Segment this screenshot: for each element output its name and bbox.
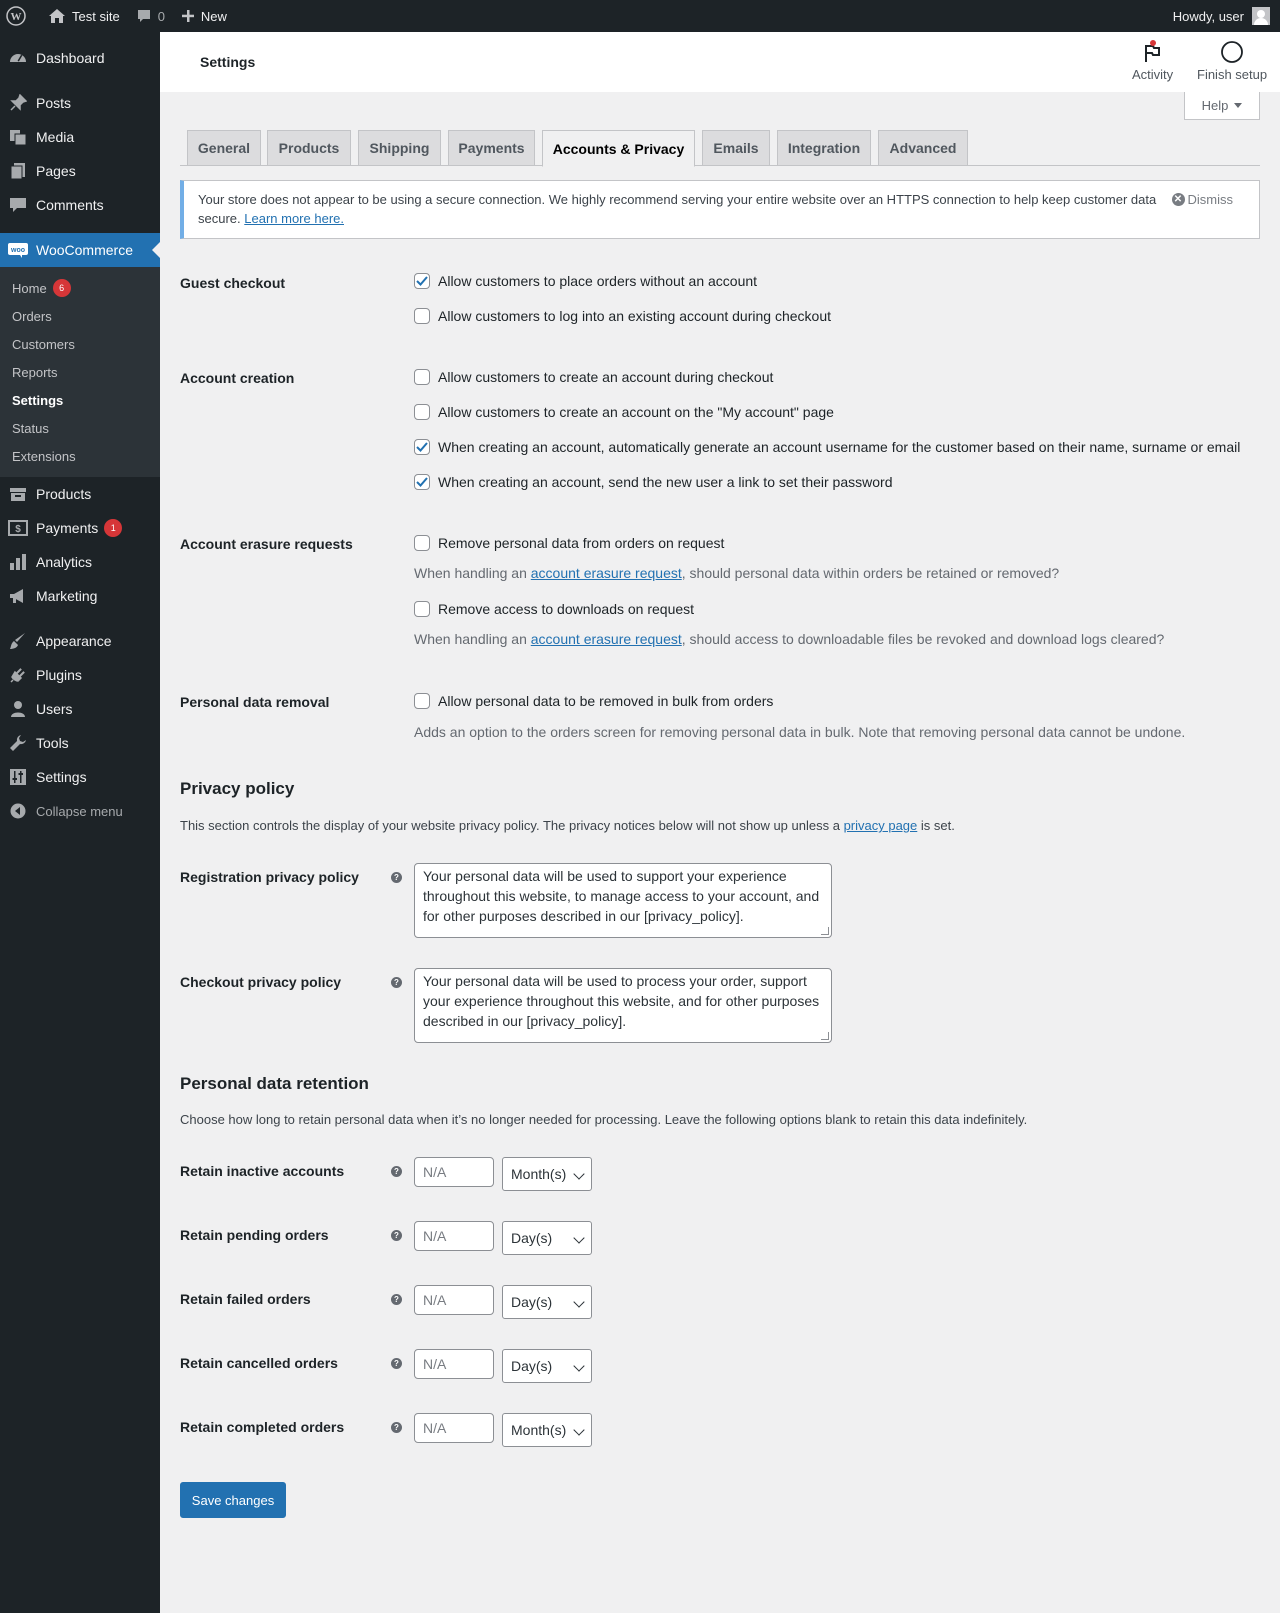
privacy-page-link[interactable]: privacy page — [843, 818, 918, 833]
menu-label: Comments — [36, 197, 104, 213]
caret-down-icon — [1234, 103, 1242, 108]
tab-advanced[interactable] — [878, 130, 968, 166]
finish-setup-button[interactable] — [1197, 40, 1267, 82]
account-creation-option-3[interactable] — [414, 439, 1240, 455]
menu-label: Appearance — [36, 633, 112, 649]
home-badge: 6 — [53, 279, 71, 297]
menu-marketing[interactable] — [0, 579, 160, 613]
submenu-label: Orders — [12, 308, 52, 324]
removal-description: Adds an option to the orders screen for removing personal data in bulk. Note that removing personal data cannot be undone. — [414, 724, 1186, 740]
checkbox[interactable] — [414, 404, 430, 420]
help-tip-icon[interactable]: ? — [391, 1230, 402, 1241]
checkbox[interactable] — [414, 601, 430, 617]
menu-settings[interactable] — [0, 760, 160, 794]
privacy-policy-description — [180, 818, 955, 833]
chevron-down-icon — [573, 1296, 584, 1307]
bar-chart-icon — [8, 552, 28, 572]
menu-comments[interactable] — [0, 188, 160, 222]
menu-analytics[interactable] — [0, 545, 160, 579]
collapse-menu[interactable] — [0, 794, 160, 828]
menu-label: Media — [36, 129, 75, 145]
woocommerce-header — [160, 32, 1280, 92]
submenu-home[interactable] — [0, 274, 160, 302]
retain-cancelled-orders-label: Retain cancelled orders — [180, 1355, 338, 1371]
tab-label: Emails — [713, 140, 759, 156]
admin-bar — [0, 0, 1280, 32]
menu-tools[interactable] — [0, 726, 160, 760]
tab-label: Advanced — [889, 140, 957, 156]
checkbox[interactable] — [414, 273, 430, 289]
retain-inactive-accounts-input[interactable]: N/A — [414, 1157, 494, 1187]
menu-payments[interactable] — [0, 511, 160, 545]
tab-payments[interactable] — [448, 130, 535, 166]
tab-shipping[interactable] — [358, 130, 441, 166]
submenu-label: Status — [12, 420, 49, 436]
dollar-icon — [8, 518, 28, 538]
dismiss-button[interactable] — [1172, 190, 1234, 209]
desc-text: When handling an — [414, 631, 531, 647]
menu-appearance[interactable] — [0, 624, 160, 658]
menu-pages[interactable] — [0, 154, 160, 188]
menu-label: Tools — [36, 735, 69, 751]
desc-text: is set. — [917, 818, 955, 833]
retain-pending-orders-unit-select[interactable] — [502, 1221, 592, 1255]
tab-label: Integration — [787, 140, 861, 156]
erasure-option-1[interactable] — [414, 535, 724, 551]
checkbox[interactable] — [414, 693, 430, 709]
new-content-link[interactable] — [173, 0, 235, 32]
svg-text:W: W — [10, 11, 22, 23]
account-creation-label: Account creation — [180, 370, 295, 386]
notice-message: Your store does not appear to be using a secure connection. We highly recommend serving your entire website over an HTTPS connection to help keep customer data secure. — [198, 192, 1157, 226]
account-erasure-request-link[interactable]: account erasure request — [530, 631, 682, 647]
account-creation-option-2[interactable] — [414, 404, 834, 420]
select-value: Day(s) — [511, 1294, 553, 1310]
retain-pending-orders-label: Retain pending orders — [180, 1227, 329, 1243]
plug-icon — [8, 665, 28, 685]
menu-label: Dashboard — [36, 50, 105, 66]
archive-icon — [8, 484, 28, 504]
checkbox-label: When creating an account, send the new user a link to set their password — [438, 474, 893, 490]
checkbox[interactable] — [414, 308, 430, 324]
site-name: Test site — [72, 8, 120, 24]
retain-completed-orders-unit-select[interactable] — [502, 1413, 592, 1447]
checkbox[interactable] — [414, 369, 430, 385]
chevron-down-icon — [573, 1168, 584, 1179]
howdy-text: Howdy, user — [1172, 8, 1244, 24]
submenu-label: Extensions — [12, 448, 76, 464]
data-retention-heading: Personal data retention — [180, 1074, 369, 1093]
account-erasure-label: Account erasure requests — [180, 536, 353, 552]
woo-icon — [8, 240, 28, 260]
data-retention-description: Choose how long to retain personal data when it’s no longer needed for processing. Leave the following options blank to retain this data indefinitely. — [180, 1112, 1028, 1127]
retain-completed-orders-label: Retain completed orders — [180, 1419, 345, 1435]
menu-products[interactable] — [0, 477, 160, 511]
page-title: Settings — [200, 54, 256, 70]
help-tip-icon[interactable]: ? — [391, 1294, 402, 1305]
menu-label: Products — [36, 486, 92, 502]
new-label: New — [200, 8, 227, 24]
desc-text: , should personal data within orders be retained or removed? — [681, 565, 1060, 581]
tab-general[interactable] — [187, 130, 261, 166]
pin-icon — [8, 93, 28, 113]
submenu-orders[interactable] — [0, 302, 160, 330]
checkbox-label: Allow customers to create an account on the "My account" page — [438, 404, 834, 420]
comment-icon — [136, 8, 152, 24]
retain-failed-orders-input[interactable]: N/A — [414, 1285, 494, 1315]
help-button[interactable] — [1184, 92, 1260, 120]
help-tip-icon[interactable]: ? — [391, 1358, 402, 1369]
menu-label: Pages — [36, 163, 76, 179]
chevron-down-icon — [573, 1424, 584, 1435]
erasure-description-1 — [414, 565, 1059, 581]
comments-link[interactable] — [128, 0, 173, 32]
comments-count: 0 — [157, 8, 165, 24]
retain-pending-orders-input[interactable]: N/A — [414, 1221, 494, 1251]
tab-emails[interactable] — [702, 130, 770, 166]
checkbox[interactable] — [414, 474, 430, 490]
menu-label: Plugins — [36, 667, 82, 683]
activity-label: Activity — [1132, 67, 1174, 82]
flag-icon — [1142, 40, 1164, 64]
checkbox-label: Allow customers to log into an existing account during checkout — [438, 308, 831, 324]
menu-users[interactable] — [0, 692, 160, 726]
dashboard-icon — [8, 48, 28, 68]
checkbox-label: When creating an account, automatically generate an account username for the customer based on their name, surname or email — [438, 439, 1241, 455]
submenu-extensions[interactable] — [0, 442, 160, 470]
guest-checkout-option-1[interactable] — [414, 273, 757, 289]
account-creation-option-4[interactable] — [414, 474, 892, 490]
select-value: Day(s) — [511, 1358, 553, 1374]
tab-label: Shipping — [369, 140, 430, 156]
tab-integration[interactable] — [777, 130, 871, 166]
close-icon: ✕ — [1172, 193, 1185, 206]
checkbox-label: Allow customers to create an account during checkout — [438, 369, 774, 385]
personal-data-removal-label: Personal data removal — [180, 694, 330, 710]
erasure-option-2[interactable] — [414, 601, 694, 617]
help-label: Help — [1201, 98, 1229, 113]
chevron-down-icon — [573, 1360, 584, 1371]
account-creation-option-1[interactable] — [414, 369, 773, 385]
tab-label: Accounts & Privacy — [552, 140, 685, 157]
privacy-policy-heading: Privacy policy — [180, 779, 295, 798]
checkbox[interactable] — [414, 535, 430, 551]
brush-icon — [8, 631, 28, 651]
desc-text: This section controls the display of your website privacy policy. The privacy notices below will not show up unless a — [180, 818, 844, 833]
guest-checkout-label: Guest checkout — [180, 275, 286, 291]
checkbox[interactable] — [414, 439, 430, 455]
checkbox-label: Allow customers to place orders without an account — [438, 273, 758, 289]
menu-label: Users — [36, 701, 73, 717]
home-icon — [48, 8, 66, 24]
tab-products[interactable] — [267, 130, 351, 166]
plus-icon — [181, 9, 195, 23]
tab-label: General — [197, 140, 251, 156]
pages-icon — [8, 161, 28, 181]
retain-inactive-accounts-label: Retain inactive accounts — [180, 1163, 345, 1179]
finish-setup-label: Finish setup — [1197, 67, 1268, 82]
retain-failed-orders-unit-select[interactable] — [502, 1285, 592, 1319]
checkbox-label: Remove access to downloads on request — [438, 601, 695, 617]
account-erasure-request-link[interactable]: account erasure request — [530, 565, 682, 581]
submenu-label: Settings — [12, 392, 64, 408]
admin-menu — [0, 32, 160, 1613]
megaphone-icon — [8, 586, 28, 606]
menu-label: Posts — [36, 95, 72, 111]
retain-cancelled-orders-unit-select[interactable] — [502, 1349, 592, 1383]
retain-cancelled-orders-input[interactable]: N/A — [414, 1349, 494, 1379]
wrench-icon — [8, 733, 28, 753]
comment-icon — [8, 195, 28, 215]
tab-label: Products — [278, 140, 340, 156]
submenu-label: Reports — [12, 364, 58, 380]
menu-label: Settings — [36, 769, 87, 785]
activity-button[interactable] — [1132, 40, 1173, 82]
removal-option-1[interactable] — [414, 693, 773, 709]
menu-label: Analytics — [36, 554, 93, 570]
registration-privacy-label: Registration privacy policy — [180, 869, 359, 885]
dismiss-label: Dismiss — [1187, 192, 1233, 207]
registration-privacy-textarea[interactable]: Your personal data will be used to support your experience throughout this website, to manage access to your account, and for other purposes described in our [privacy_policy]. — [414, 863, 832, 938]
submenu-status[interactable] — [0, 414, 160, 442]
avatar — [1252, 7, 1270, 25]
desc-text: When handling an — [414, 565, 531, 581]
menu-plugins[interactable] — [0, 658, 160, 692]
help-tip-icon[interactable]: ? — [391, 1166, 402, 1177]
erasure-description-2 — [414, 631, 1164, 647]
retain-failed-orders-label: Retain failed orders — [180, 1291, 311, 1307]
sliders-icon — [8, 767, 28, 787]
payments-badge: 1 — [104, 519, 122, 537]
submenu-customers[interactable] — [0, 330, 160, 358]
select-value: Month(s) — [511, 1166, 567, 1182]
menu-label: Payments — [36, 520, 99, 536]
menu-dashboard[interactable] — [0, 41, 160, 75]
select-value: Day(s) — [511, 1230, 553, 1246]
help-tip-icon[interactable]: ? — [391, 977, 402, 988]
submenu-reports[interactable] — [0, 358, 160, 386]
checkout-privacy-label: Checkout privacy policy — [180, 974, 342, 990]
menu-label: Marketing — [36, 588, 98, 604]
my-account[interactable] — [1173, 7, 1280, 25]
help-tip-icon[interactable]: ? — [391, 872, 402, 883]
media-icon — [8, 127, 28, 147]
submenu-label: Home — [12, 280, 47, 296]
collapse-label: Collapse menu — [36, 803, 123, 819]
retain-completed-orders-input[interactable]: N/A — [414, 1413, 494, 1443]
tab-label: Payments — [458, 140, 525, 156]
woocommerce-submenu — [0, 267, 160, 477]
checkout-privacy-textarea[interactable]: Your personal data will be used to process your order, support your experience throughout this website, and for other purposes described in our [privacy_policy]. — [414, 968, 832, 1043]
checkbox-label: Allow personal data to be removed in bulk from orders — [438, 693, 774, 709]
svg-text:woo: woo — [11, 247, 25, 254]
menu-media[interactable] — [0, 120, 160, 154]
submenu-settings[interactable] — [0, 386, 160, 414]
settings-tabs — [180, 130, 1260, 166]
user-icon — [8, 699, 28, 719]
tab-accounts-privacy[interactable] — [542, 130, 695, 167]
wordpress-logo-icon[interactable] — [0, 0, 34, 32]
desc-text: , should access to downloadable files be revoked and download logs cleared? — [681, 631, 1165, 647]
learn-more-link[interactable]: Learn more here. — [244, 211, 344, 226]
menu-posts[interactable] — [0, 86, 160, 120]
svg-text:$: $ — [15, 524, 21, 535]
select-value: Month(s) — [511, 1422, 567, 1438]
chevron-down-icon — [573, 1232, 584, 1243]
guest-checkout-option-2[interactable] — [414, 308, 831, 324]
help-tip-icon[interactable]: ? — [391, 1422, 402, 1433]
progress-ring-icon — [1220, 40, 1244, 64]
retain-inactive-accounts-unit-select[interactable] — [502, 1157, 592, 1191]
menu-woocommerce[interactable] — [0, 233, 160, 267]
notice-text — [198, 190, 1158, 228]
save-changes-button[interactable]: Save changes — [180, 1482, 286, 1518]
menu-label: WooCommerce — [36, 242, 133, 258]
checkbox-label: Remove personal data from orders on request — [438, 535, 725, 551]
submenu-label: Customers — [12, 336, 75, 352]
site-name-link[interactable] — [40, 0, 128, 32]
https-notice — [180, 180, 1260, 239]
collapse-icon — [8, 801, 28, 821]
